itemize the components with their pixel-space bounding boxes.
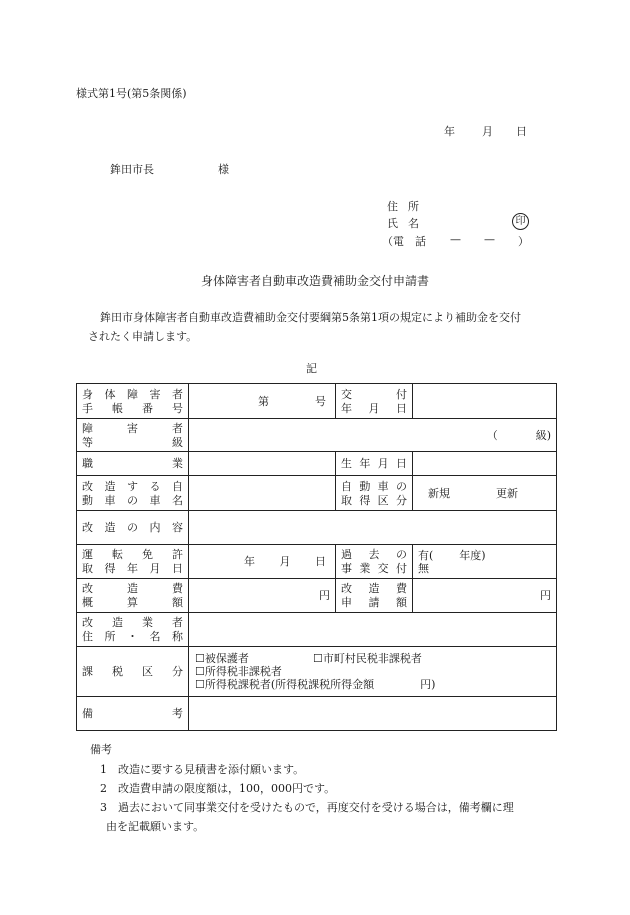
label-past-grant: 過 去 の 事 業 交 付: [336, 545, 413, 579]
remarks-field[interactable]: [189, 697, 557, 731]
disability-grade-field[interactable]: （ 級): [189, 419, 557, 452]
date-day-label: 日: [516, 125, 527, 138]
ki-mark: 記: [306, 362, 317, 375]
row-modification-content: [77, 511, 557, 545]
addressee-honorific: 様: [218, 163, 229, 176]
label-tax-category: 課 税 区 分: [77, 647, 189, 697]
tax-option-income-exempt[interactable]: ☐所得税非課税者: [195, 665, 282, 678]
occupation-field[interactable]: [189, 452, 336, 476]
label-vehicle-name: 改 造 す る 自 動 車 の 車 名: [77, 476, 189, 511]
address-label: 住 所: [387, 200, 419, 213]
row-disability-grade: [77, 419, 557, 452]
tax-option-income-taxable[interactable]: ☐所得税課税者(所得税課税所得金額: [195, 678, 375, 691]
body-text-line2: されたく申請します。: [88, 330, 198, 343]
row-license-date: [77, 545, 557, 579]
label-license-date: 運 転 免 許 取 得 年 月 日: [77, 545, 189, 579]
acquisition-renew-option[interactable]: 更新: [496, 486, 518, 500]
label-modification-content: 改 造 の 内 容: [77, 511, 189, 545]
body-text-line1: 鉾田市身体障害者自動車改造費補助金交付要綱第5条第1項の規定により補助金を交付: [100, 311, 521, 324]
row-occupation: [77, 452, 557, 476]
application-table: [76, 383, 557, 731]
acquisition-type-field[interactable]: [413, 476, 557, 511]
tax-option-welfare[interactable]: ☐被保護者: [195, 652, 249, 665]
label-remarks: 備 考: [77, 697, 189, 731]
notes-heading: 備考: [90, 743, 112, 756]
application-form-page: 様式第1号(第5条関係) 年 月 日 鉾田市長 様 住 所 氏 名 印 （電 話 — — ） 身体障害者自動車改造費補助金交付申請書 鉾田市身体障害者自動車改造費補助金交付要綱第5条第1項の規定により補助金を交付 されたく申請します。 記 身 体 障 害 者 手 帳 番 号 第 号 交 付 年 月 日 障 害 者 等 級 （ 級) 職 業 生 年 月 日 改 造 す る 自 動 車 の 車 名 自 動 車 の 取 得 区 分 新規 更新 改 造 の 内 容 運 転 免 許 取 得 年 月 日 年 月 日 過 去 の 事 業 交 付 有( 年度) 無 改 造 費 概 算 額 円 改 造 費 申 請 額 円 改 造 業 者 住 所 ・ 名 称 課 税 区 分 ☐被保護者 ☐市町村民税非課税者 ☐所得税非課税者 ☐所得税課税者(所得税課税所得金額 円) 備 考 備考 1 改造に要する見積書を添付願います。 2 改造費申請の限度額は，100，000円です。 3 過去において同事業交付を受けたもので，再度交付を受ける場合は，備考欄に理 由を記載願います。: [0, 0, 630, 915]
modification-content-field[interactable]: [189, 511, 557, 545]
note-item: 3 過去において同事業交付を受けたもので，再度交付を受ける場合は，備考欄に理: [100, 801, 514, 814]
label-certificate-number: 身 体 障 害 者 手 帳 番 号: [77, 384, 189, 419]
row-certificate-number: [77, 384, 557, 419]
certificate-number-field[interactable]: 第 号: [189, 384, 336, 419]
document-title: 身体障害者自動車改造費補助金交付申請書: [200, 274, 429, 288]
label-estimated-cost: 改 造 費 概 算 額: [77, 579, 189, 613]
estimated-cost-field[interactable]: 円: [189, 579, 336, 613]
contractor-field[interactable]: [189, 613, 557, 647]
row-contractor: [77, 613, 557, 647]
notes-list: [100, 760, 514, 836]
label-disability-grade: 障 害 者 等 級: [77, 419, 189, 452]
label-requested-amount: 改 造 費 申 請 額: [336, 579, 413, 613]
addressee-name: 鉾田市長: [110, 163, 154, 176]
note-item: 2 改造費申請の限度額は，100，000円です。: [100, 782, 336, 795]
label-issue-date: 交 付 年 月 日: [336, 384, 413, 419]
date-year-label: 年: [444, 125, 455, 138]
vehicle-name-field[interactable]: [189, 476, 336, 511]
acquisition-new-option[interactable]: 新規: [428, 486, 450, 500]
tax-option-municipal-exempt[interactable]: ☐市町村民税非課税者: [313, 652, 422, 665]
name-label: 氏 名: [387, 217, 419, 230]
note-item: 1 改造に要する見積書を添付願います。: [100, 763, 305, 776]
row-remarks: [77, 697, 557, 731]
past-grant-yes-option[interactable]: 有(: [418, 548, 434, 562]
requested-amount-field[interactable]: 円: [413, 579, 557, 613]
birth-date-field[interactable]: [413, 452, 557, 476]
past-grant-no-option[interactable]: 無: [418, 561, 429, 575]
issue-date-field[interactable]: [413, 384, 557, 419]
label-occupation: 職 業: [77, 452, 189, 476]
row-vehicle: [77, 476, 557, 511]
seal-mark: 印: [512, 213, 529, 230]
note-item: 由を記載願います。: [106, 820, 205, 833]
license-date-field[interactable]: 年 月 日: [189, 545, 336, 579]
past-grant-field[interactable]: 有( 年度) 無: [413, 545, 557, 579]
date-month-label: 月: [482, 125, 493, 138]
label-acquisition-type: 自 動 車 の 取 得 区 分: [336, 476, 413, 511]
tax-category-field: ☐被保護者 ☐市町村民税非課税者 ☐所得税非課税者 ☐所得税課税者(所得税課税所得金額 円): [189, 647, 557, 697]
row-cost: [77, 579, 557, 613]
form-number: 様式第1号(第5条関係): [76, 87, 187, 100]
label-contractor: 改 造 業 者 住 所 ・ 名 称: [77, 613, 189, 647]
label-birth-date: 生 年 月 日: [336, 452, 413, 476]
row-tax-category: [77, 647, 557, 697]
